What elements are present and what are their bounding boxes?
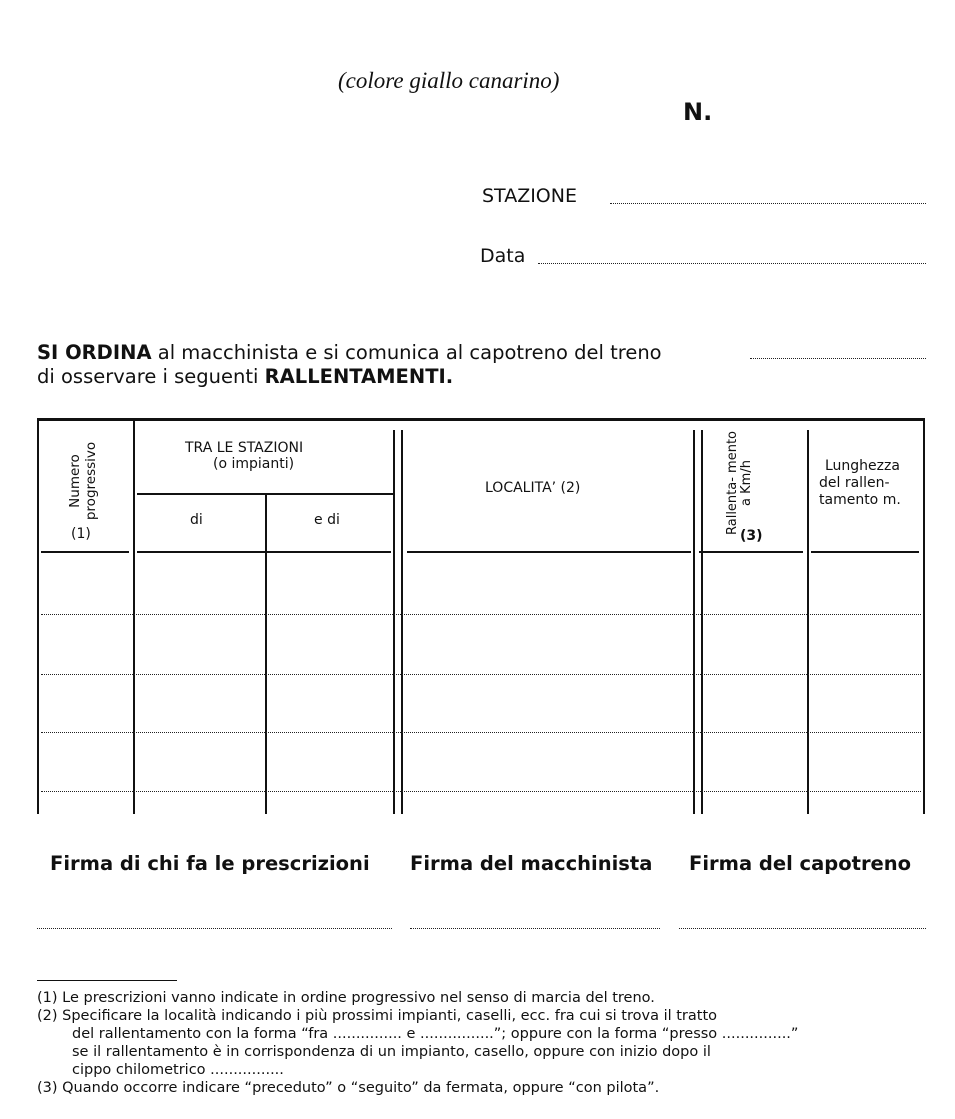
- header-stations: TRA LE STAZIONI: [185, 440, 304, 456]
- table-row[interactable]: [41, 732, 921, 733]
- footnote-2b: del rallentamento con la forma “fra ............... e ................”; oppure con la forma “presso ...............”: [72, 1026, 799, 1042]
- station-label: STAZIONE: [482, 185, 577, 207]
- header-number: Numero progressivo: [67, 441, 99, 521]
- order-text: al macchinista e si comunica al capotreno del treno: [151, 341, 662, 364]
- header-number-note: (1): [71, 526, 91, 542]
- order-line-2: [37, 365, 453, 388]
- slowdowns-bold: RALLENTAMENTI.: [264, 365, 454, 388]
- table-row[interactable]: [41, 614, 921, 615]
- table-row[interactable]: [41, 791, 921, 792]
- header-length-3: tamento m.: [819, 492, 901, 508]
- signature-prescriber-field[interactable]: [37, 928, 392, 929]
- footnote-2c: se il rallentamento è in corrispondenza di un impianto, casello, oppure con inizio dopo il: [72, 1044, 711, 1060]
- number-label: N.: [683, 98, 713, 126]
- train-field[interactable]: [750, 358, 926, 359]
- header-slowdown-note: (3): [740, 528, 763, 544]
- header-from: di: [190, 512, 203, 528]
- header-length-2: del rallen-: [819, 475, 890, 491]
- header-slowdown: Rallenta- mento a Km/h: [725, 430, 754, 535]
- footnote-3: (3) Quando occorre indicare “preceduto” o “seguito” da fermata, oppure “con pilota”.: [37, 1080, 660, 1096]
- signature-driver-field[interactable]: [410, 928, 660, 929]
- footnote-separator: [37, 980, 177, 981]
- footnote-2d: cippo chilometrico ................: [72, 1062, 284, 1078]
- date-label: Data: [480, 245, 526, 267]
- footnote-1: (1) Le prescrizioni vanno indicate in ordine progressivo nel senso di marcia del treno.: [37, 990, 655, 1006]
- color-note: (colore giallo canarino): [338, 68, 560, 93]
- station-field[interactable]: [610, 203, 926, 204]
- header-location: LOCALITA’ (2): [485, 480, 581, 496]
- signature-driver-label: Firma del macchinista: [410, 852, 653, 875]
- signature-prescriber-label: Firma di chi fa le prescrizioni: [50, 852, 370, 875]
- order-bold: SI ORDINA: [37, 341, 152, 364]
- order-line-1: [37, 341, 662, 364]
- footnote-2a: (2) Specificare la località indicando i più prossimi impianti, caselli, ecc. fra cui si trova il tratto: [37, 1008, 718, 1024]
- date-field[interactable]: [538, 263, 926, 264]
- order-text-2: di osservare i seguenti: [37, 365, 265, 388]
- header-length-1: Lunghezza: [825, 458, 900, 474]
- header-stations-sub: (o impianti): [213, 456, 295, 472]
- table-row[interactable]: [41, 674, 921, 675]
- slowdowns-table: [37, 418, 925, 818]
- signature-conductor-label: Firma del capotreno: [689, 852, 912, 875]
- header-to: e di: [314, 512, 340, 528]
- signature-conductor-field[interactable]: [679, 928, 926, 929]
